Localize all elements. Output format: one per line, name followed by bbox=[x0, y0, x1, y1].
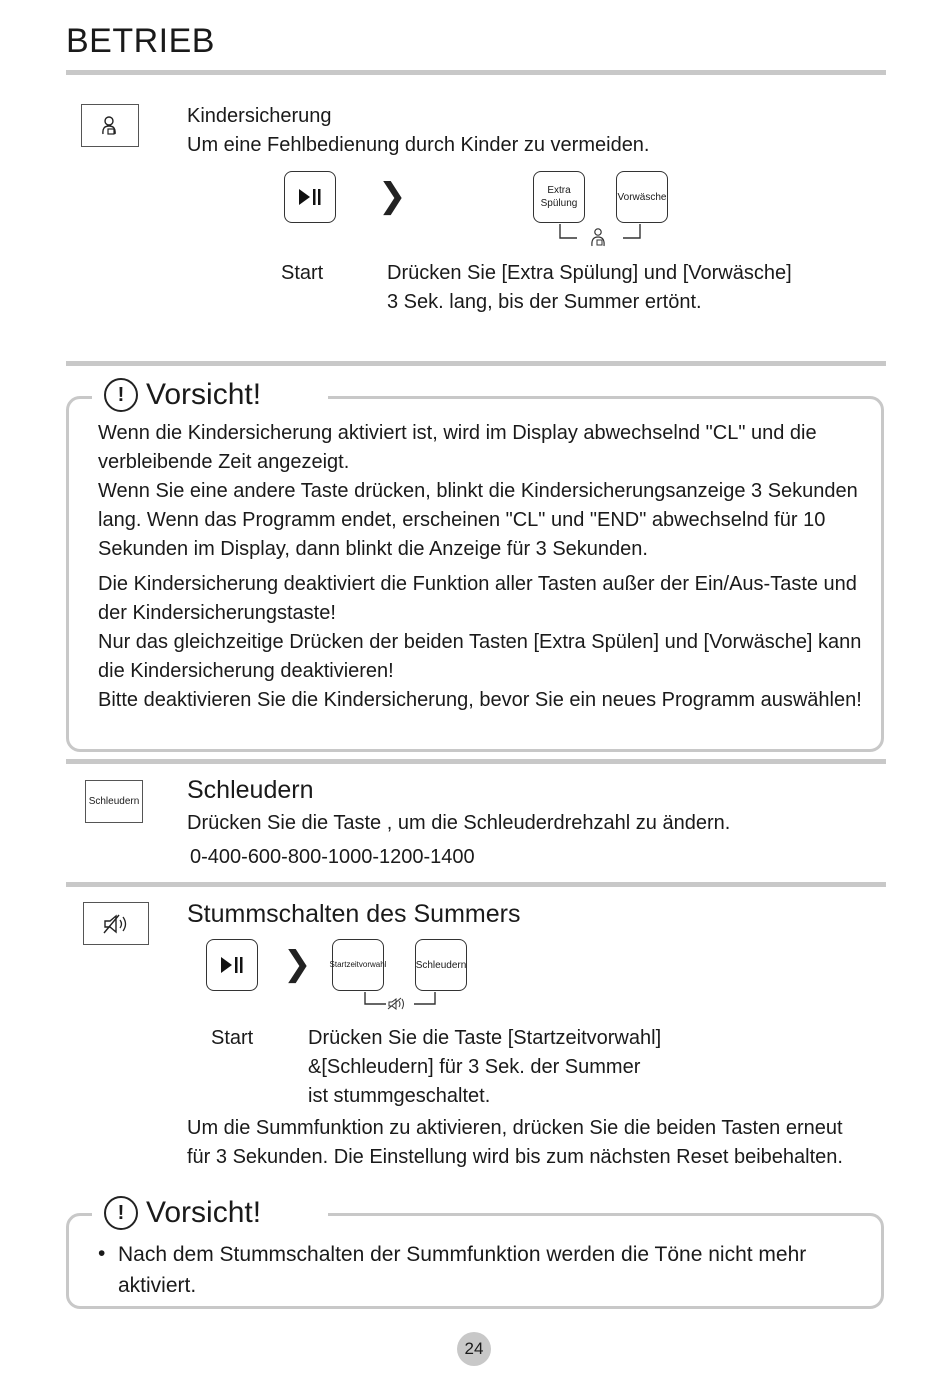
extra-rinse-label-2: Spülung bbox=[540, 198, 578, 209]
play-pause-icon bbox=[297, 187, 323, 207]
child-lock-instruction-1: Drücken Sie [Extra Spülung] und [Vorwäsche] bbox=[387, 262, 792, 284]
delay-start-label: Startzeitvorwahl bbox=[329, 960, 387, 969]
bullet: • bbox=[98, 1242, 106, 1265]
caution-text: Nach dem Stummschalten der Summfunktion werden die Töne nicht mehr aktiviert. bbox=[118, 1243, 807, 1297]
mute-instruction-2: &[Schleudern] für 3 Sek. der Summer bbox=[308, 1056, 641, 1078]
warning-icon: ! bbox=[104, 1196, 138, 1230]
extra-rinse-label: Extra bbox=[547, 185, 571, 196]
combo-bracket bbox=[360, 990, 440, 1014]
caution-paragraph: Wenn Sie eine andere Taste drücken, blinkt die Kindersicherungsanzeige 3 Sekunden lang. Wenn das Programm endet, erscheinen "CL" und "END" abwechselnd für 10 Sekunden im Display, dann blinkt die Anzeige für 3 Sekunden. bbox=[98, 480, 858, 560]
caution-title: Vorsicht! bbox=[146, 378, 262, 411]
child-lock-small-icon bbox=[592, 229, 604, 246]
child-face-icon bbox=[97, 114, 123, 138]
spin-icon-box bbox=[85, 780, 143, 823]
section-rule bbox=[66, 361, 886, 366]
start-pause-button bbox=[206, 939, 258, 991]
speaker-mute-icon bbox=[102, 913, 130, 935]
section-rule bbox=[66, 759, 886, 764]
caution-heading bbox=[96, 1196, 269, 1230]
combo-bracket bbox=[555, 222, 645, 252]
prewash-button bbox=[616, 171, 668, 223]
mute-icon-box bbox=[83, 902, 149, 945]
caution-paragraph: Bitte deaktivieren Sie die Kindersicherung, bevor Sie ein neues Programm auswählen! bbox=[98, 689, 862, 711]
caution-heading bbox=[96, 378, 269, 412]
caution-paragraph: Wenn die Kindersicherung aktiviert ist, wird im Display abwechselnd "CL" und die verbleibende Zeit angezeigt. bbox=[98, 422, 817, 473]
caution-paragraph: Nur das gleichzeitige Drücken der beiden Tasten [Extra Spülen] und [Vorwäsche] kann die Kindersicherung deaktivieren! bbox=[98, 631, 862, 682]
mute-note-2: für 3 Sekunden. Die Einstellung wird bis zum nächsten Reset beibehalten. bbox=[187, 1146, 843, 1168]
page-title: BETRIEB bbox=[66, 22, 215, 60]
speaker-mute-small-icon bbox=[388, 998, 404, 1009]
warning-icon: ! bbox=[104, 378, 138, 412]
page-number: 24 bbox=[457, 1332, 491, 1366]
spin-speeds: 0-400-600-800-1000-1200-1400 bbox=[190, 846, 475, 868]
chevron-right-icon: ❯ bbox=[378, 176, 407, 216]
mute-note-1: Um die Summfunktion zu aktivieren, drücken Sie die beiden Tasten erneut bbox=[187, 1117, 843, 1139]
spin-button bbox=[415, 939, 467, 991]
child-lock-instruction-2: 3 Sek. lang, bis der Summer ertönt. bbox=[387, 291, 702, 313]
start-pause-button bbox=[284, 171, 336, 223]
title-rule bbox=[66, 70, 886, 75]
chevron-right-icon: ❯ bbox=[283, 944, 312, 984]
caution-paragraph: Die Kindersicherung deaktiviert die Funktion aller Tasten außer der Ein/Aus-Taste und der Kindersicherungstaste! bbox=[98, 573, 857, 624]
child-lock-subtitle: Um eine Fehlbedienung durch Kinder zu vermeiden. bbox=[187, 134, 650, 156]
spin-title: Schleudern bbox=[187, 776, 314, 804]
mute-title: Stummschalten des Summers bbox=[187, 900, 521, 928]
start-label: Start bbox=[281, 262, 324, 284]
section-rule bbox=[66, 882, 886, 887]
start-label: Start bbox=[211, 1027, 254, 1049]
caution-title: Vorsicht! bbox=[146, 1196, 262, 1229]
extra-rinse-button bbox=[533, 171, 585, 223]
mute-instruction-1: Drücken Sie die Taste [Startzeitvorwahl] bbox=[308, 1027, 662, 1049]
child-lock-icon bbox=[81, 104, 139, 147]
play-pause-icon bbox=[219, 955, 245, 975]
child-lock-title: Kindersicherung bbox=[187, 105, 332, 127]
spin-button-label: Schleudern bbox=[415, 959, 467, 971]
spin-description: Drücken Sie die Taste , um die Schleuderdrehzahl zu ändern. bbox=[187, 812, 731, 834]
prewash-label: Vorwäsche bbox=[617, 191, 667, 203]
spin-icon-label: Schleudern bbox=[88, 796, 140, 807]
delay-start-button bbox=[329, 939, 387, 991]
mute-instruction-3: ist stummgeschaltet. bbox=[308, 1085, 491, 1107]
